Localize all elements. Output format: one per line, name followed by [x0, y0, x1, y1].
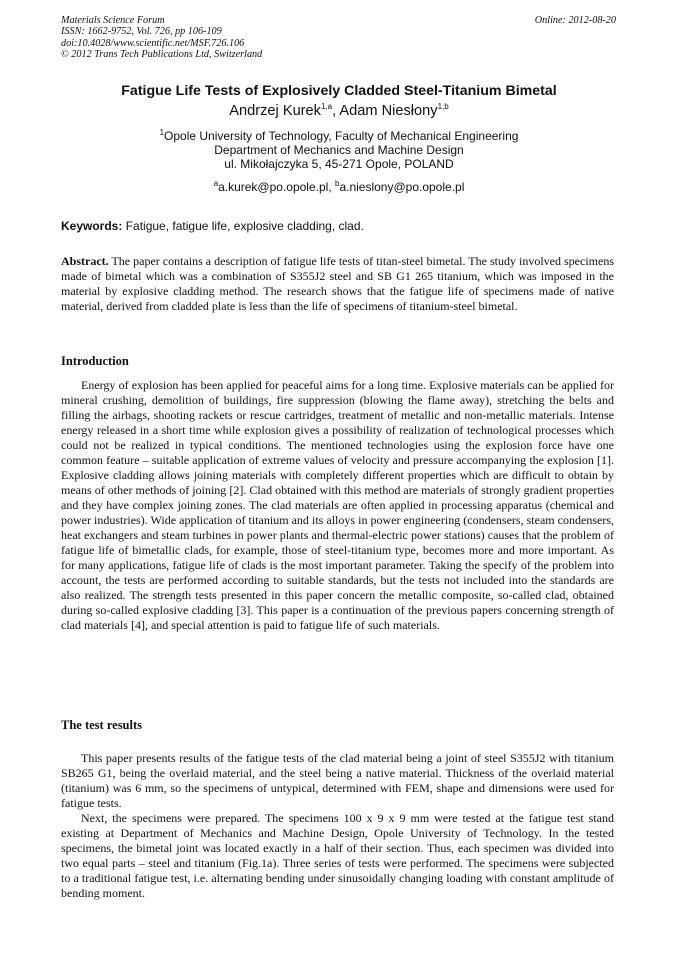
paper-title: Fatigue Life Tests of Explosively Cladded Steel-Titanium Bimetal: [121, 83, 557, 99]
email-line: $^a$a.kurek@po.opole.pl, $^b$a.nieslony@po.opole.pl: [213, 179, 465, 194]
doi-line: doi:10.4028/www.scientific.net/MSF.726.106: [61, 37, 245, 49]
test-results-paragraph: Next, the specimens were prepared. The specimens 100 x 9 x 9 mm were tested at the fatigue test stand existing at Department of Mechanics and Machine Design, Opole University of Technology. In the tested specimens, the bimetal joint was located exactly in a half of their section. Thus, each specimen was divided into two equal parts – steel and titanium (Fig.1a). Three series of tests were performed. The specimens were subjected to a traditional fatigue test, i.e. alternating bending under sinusoidally changing loading with constant amplitude of bending moment.: [61, 811, 614, 900]
abstract: [61, 254, 614, 314]
abstract-label: Abstract.: [61, 254, 109, 268]
author-affil-sup: 1,b: [437, 102, 449, 112]
email-link[interactable]: a.kurek@po.opole.pl: [218, 180, 329, 194]
author-separator: ,: [332, 103, 340, 119]
journal-name: Materials Science Forum: [61, 15, 165, 26]
abstract-text: The paper contains a description of fatigue life tests of titan-steel bimetal. The study involved specimens made of bimetal which was a combination of S355J2 steel and SB G1 265 titanium, which was imposed in the material by explosive cladding method. The research shows that the fatigue life of specimens made of native material, derived from cladded plate is less than the life of specimens of titanium-steel bimetal.: [61, 254, 614, 313]
section-heading-test-results: The test results: [61, 718, 143, 732]
online-date: Online: 2012-08-20: [534, 15, 616, 26]
issn-line: ISSN: 1662-9752, Vol. 726, pp 106-109: [61, 26, 222, 38]
keywords-text: Fatigue, fatigue life, explosive cladding, clad.: [125, 219, 364, 233]
email-link[interactable]: a.nieslony@po.opole.pl: [339, 180, 465, 194]
affiliation-line: ul. Mikołajczyka 5, 45-271 Opole, POLAND: [224, 157, 454, 172]
section-heading-introduction: Introduction: [61, 354, 129, 368]
keywords: [61, 219, 364, 233]
copyright-line: © 2012 Trans Tech Publications Ltd, Switzerland: [61, 49, 263, 61]
keywords-label: Keywords:: [61, 219, 123, 233]
email-sup: a: [213, 179, 219, 188]
test-results-paragraph: This paper presents results of the fatigue tests of the clad material being a joint of steel S355J2 with titanium SB265 G1, being the overlaid material, and the steel being a native material. Thickness of the overlaid material (titanium) was 6 mm, so the specimens of untypical, determined with FEM, shape and dimensions were used for fatigue tests.: [61, 751, 614, 810]
affiliation-line: $^1$Opole University of Technology, Faculty of Mechanical Engineering: [159, 128, 519, 143]
introduction-paragraph: Energy of explosion has been applied for peaceful aims for a long time. Explosive materials can be applied for mineral crushing, demolition of buildings, fire suppression (blowing the flame away), stretching the belts and filling the airbags, shooting rackets or rescue cartridges, treatment of metallic and non-metallic materials. Intense energy released in a short time while explosion gives a possibility of realization of technological processes which could not be realized in typical conditions. The mentioned technologies using the explosion force have one common feature – suitable application of extreme values of velocity and pressure accompanying the explosion [1]. Explosive cladding allows joining materials with completely different properties which are difficult to obtain by means of other methods of joining [2]. Clad obtained with this method are materials of strongly gradient properties and they have complex joining zones. The clad materials are often applied in processing apparatus (chemical and power industries). Wide application of titanium and its alloys in power engineering (condensers, steam condensers, heat exchangers and steam turbines in power plants and thermal-electric power stations) causes that the problem of fatigue life of bimetallic clads, for example, those of steel-titanium type, becomes more and more important. As for many applications, fatigue life of clads is the most important parameter. Taking the specify of the problem into account, the tests are performed according to suitable standards, but the tests not included into the standards are also realized. The strength tests presented in this paper concern the metallic composite, so-called clad, obtained during so-called explosive cladding [3]. This paper is a continuation of the previous papers concerning strength of clad materials [4], and special attention is paid to fatigue life of such materials.: [61, 378, 614, 632]
email-sup: b: [334, 179, 340, 188]
author-list: [40, 101, 638, 121]
affiliation-line: Department of Mechanics and Machine Design: [214, 143, 464, 158]
journal-header: [61, 15, 262, 61]
author-name: Andrzej Kurek: [229, 103, 321, 119]
affiliation-block: [40, 129, 638, 172]
affiliation-sup: 1: [159, 128, 165, 137]
author-affil-sup: 1,a: [320, 102, 333, 112]
author-name: Adam Niesłony: [339, 103, 438, 119]
